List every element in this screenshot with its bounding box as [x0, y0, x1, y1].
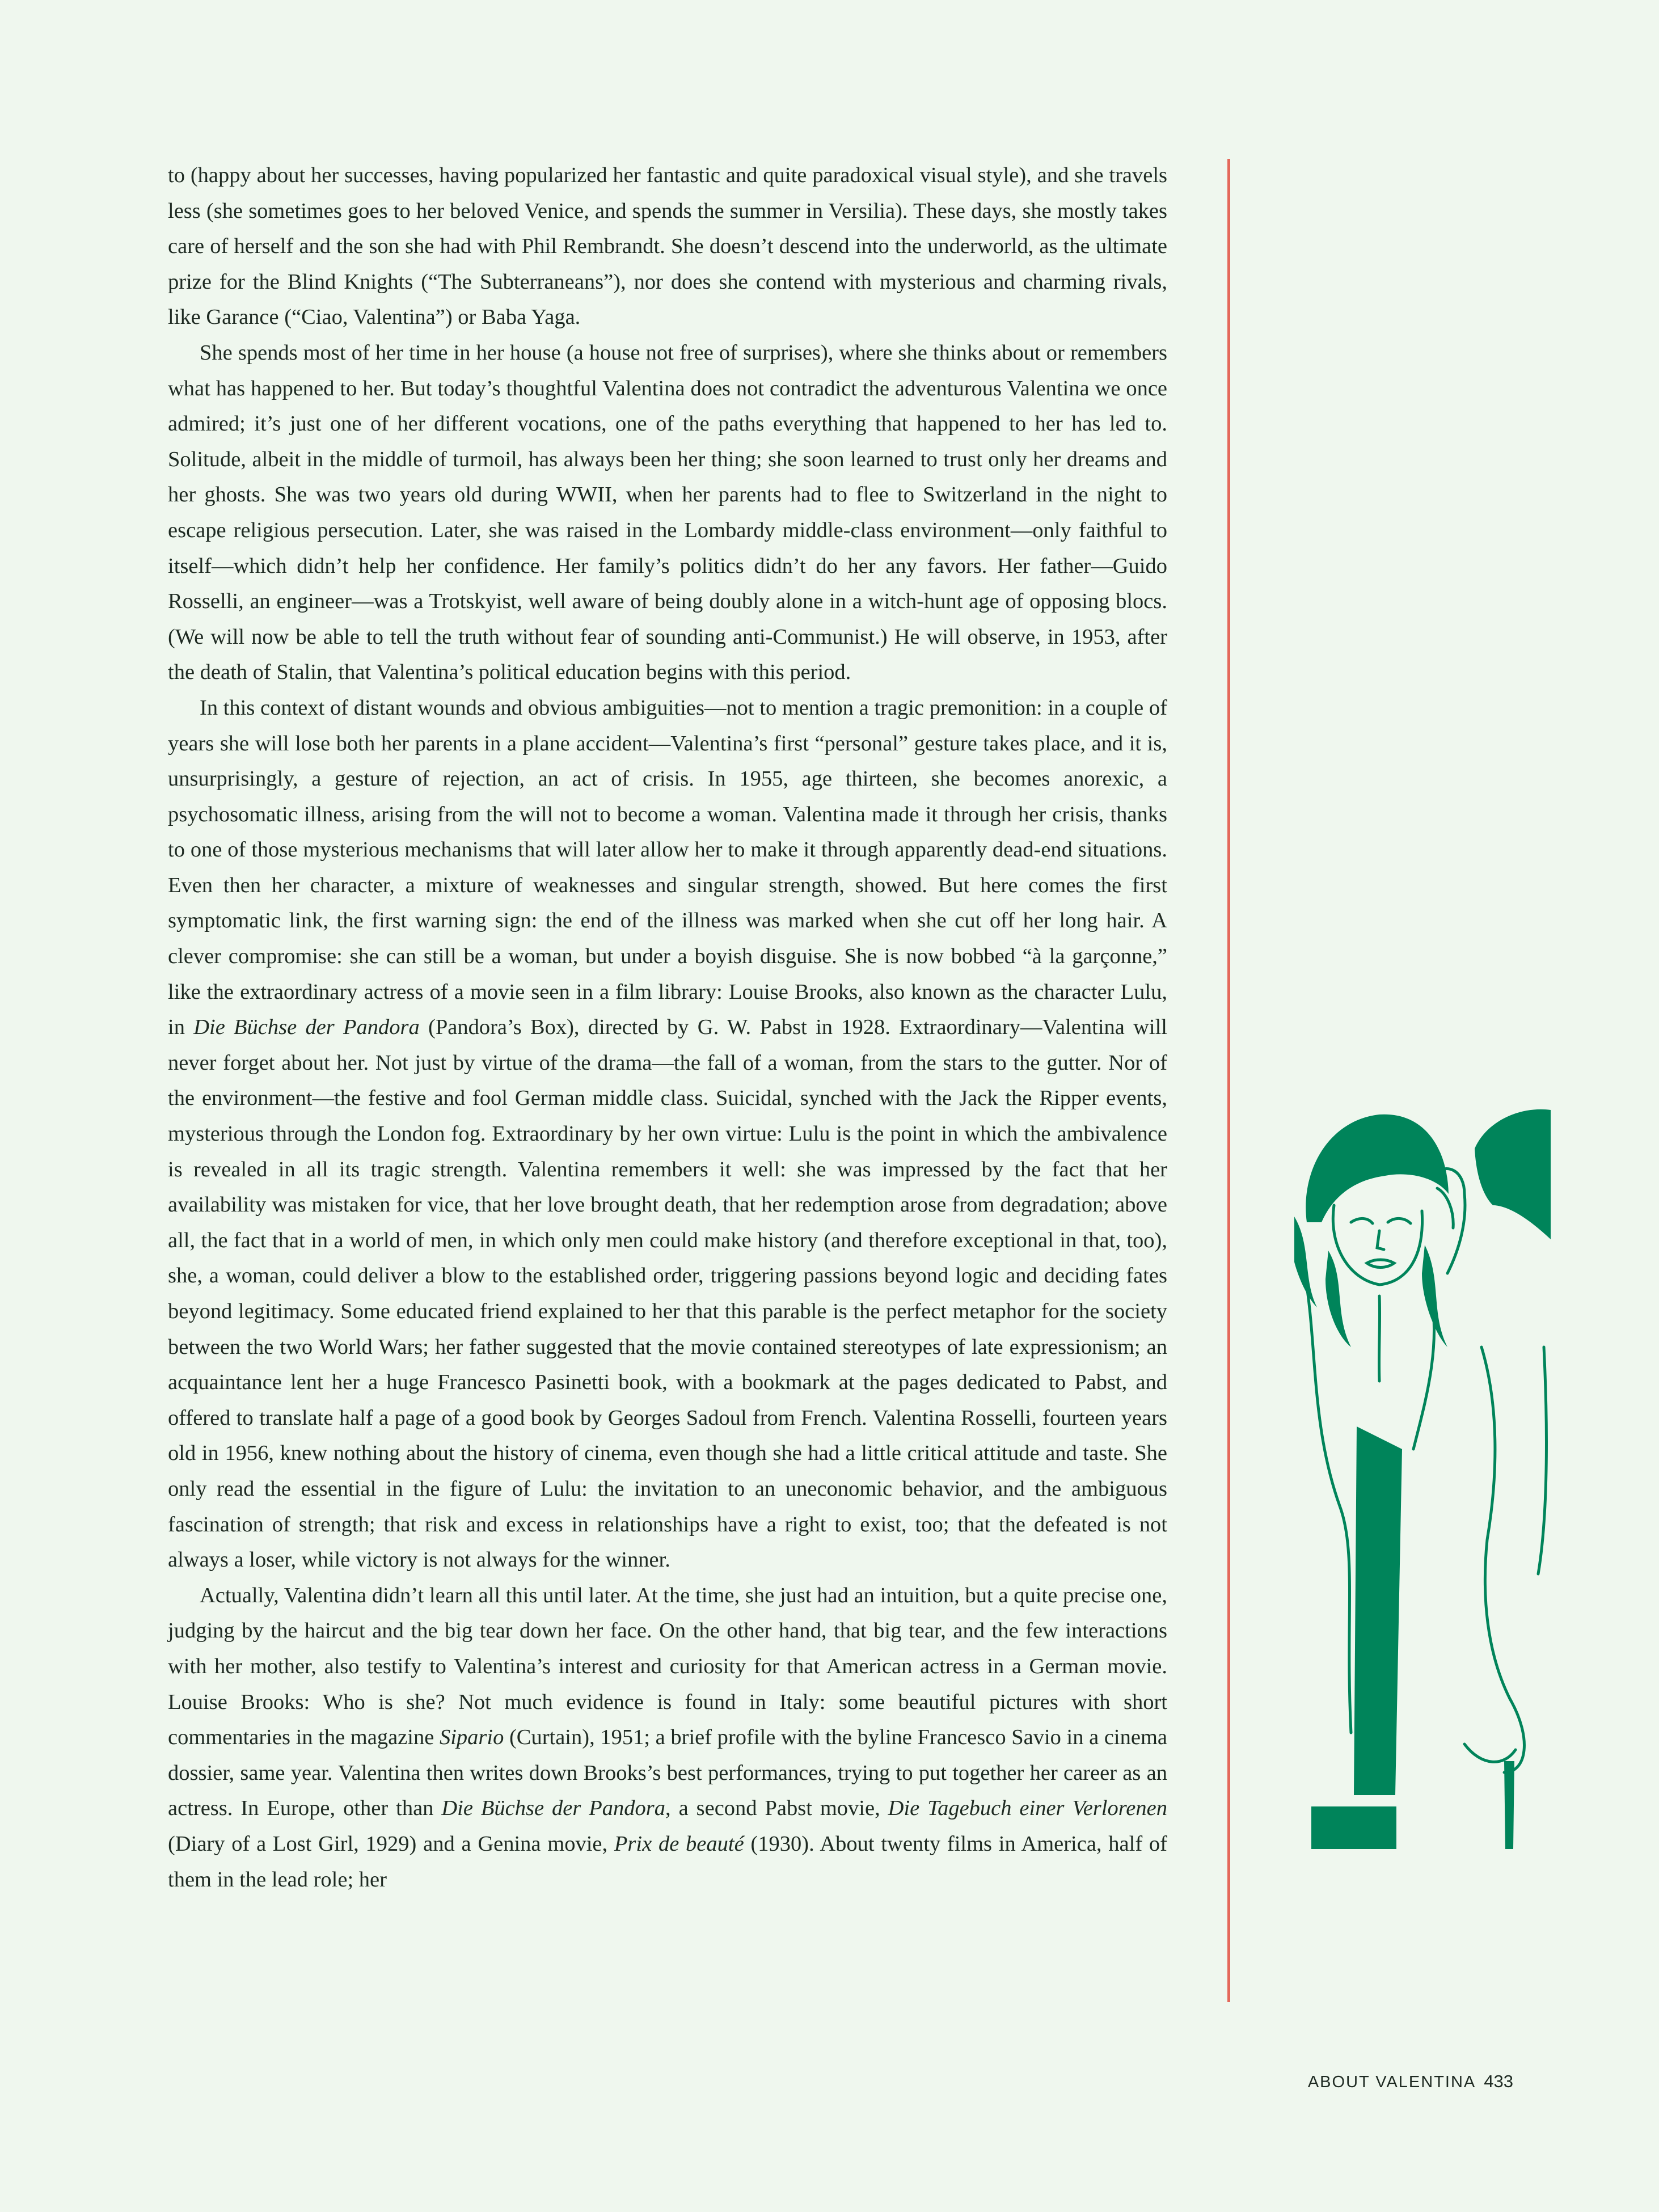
film-title-prix-de-beaute: Prix de beauté: [614, 1831, 744, 1856]
running-section-title: ABOUT VALENTINA: [1307, 2073, 1476, 2091]
paragraph-4-part-b: (Curtain), 1951; a brief profile with the byline Francesco Savio in a cinema dossier, same year. Valentina then writes down Brooks’s best performances, trying to put together her career as an actress. In Europe, other than: [168, 1725, 1167, 1821]
paragraph-4-part-e: (1930). About twenty films in America, half of them in the lead role; her: [168, 1831, 1167, 1892]
page-number: 433: [1484, 2071, 1513, 2091]
film-title-tagebuch: Die Tagebuch einer Verlorenen: [888, 1796, 1167, 1821]
magazine-title-sipario: Sipario: [439, 1725, 504, 1750]
article-body: [168, 158, 1167, 1897]
paragraph-3-part-a: In this context of distant wounds and obvious ambiguities—not to mention a tragic premonition: in a couple of years she will lose both her parents in a plane accident—Valentina’s first “personal” gesture takes place, and it is, unsurprisingly, a gesture of rejection, an act of crisis. In 1955, age thirteen, she becomes anorexic, a psychosomatic illness, arising from the will not to become a woman. Valentina made it through her crisis, thanks to one of those mysterious mechanisms that will later allow her to make it through apparently dead-end situations. Even then her character, a mixture of weaknesses and singular strength, showed. But here comes the first symptomatic link, the first warning sign: the end of the illness was marked when she cut off her long hair. A clever compromise: she can still be a woman, but under a boyish disguise. She is now bobbed “à la garçonne,” like the extraordinary actress of a movie seen in a film library: Louise Brooks, also known as the character Lulu, in: [168, 695, 1167, 1040]
valentina-drawing: [1294, 1109, 1551, 1849]
paragraph-4-part-a: Actually, Valentina didn’t learn all this until later. At the time, she just had an intuition, but a quite precise one, judging by the haircut and the big tear down her face. On the other hand, that big tear, and the few interactions with her mother, also testify to Valentina’s interest and curiosity for that American actress in a German movie. Louise Brooks: Who is she? Not much evidence is found in Italy: some beautiful pictures with short commentaries in the magazine: [168, 1583, 1167, 1750]
paragraph-2: She spends most of her time in her house (a house not free of surprises), where she thinks about or remembers what has happened to her. But today’s thoughtful Valentina does not contradict the adventurous Valentina we once admired; it’s just one of her different vocations, one of the paths everything that happened to her has led to. Solitude, albeit in the middle of turmoil, has always been her thing; she soon learned to trust only her dreams and her ghosts. She was two years old during WWII, when her parents had to flee to Switzerland in the night to escape religious persecution. Later, she was raised in the Lombardy middle-class environment—only faithful to itself—which didn’t help her confidence. Her family’s politics didn’t do her any favors. Her father—Guido Rosselli, an engineer—was a Trotskyist, well aware of being doubly alone in a witch-hunt age of opposing blocs. (We will now be able to tell the truth without fear of sounding anti-Communist.) He will observe, in 1953, after the death of Stalin, that Valentina’s political education begins with this period.: [168, 340, 1167, 685]
paragraph-4-part-c: , a second Pabst movie,: [665, 1796, 888, 1821]
margin-rule: [1227, 159, 1230, 2002]
film-title-pandora-2: Die Büchse der Pandora: [441, 1796, 666, 1821]
paragraph-3: [168, 690, 1167, 1578]
film-title-pandora: Die Büchse der Pandora: [193, 1015, 420, 1040]
page-footer: [1308, 2071, 1513, 2092]
paragraph-4: [168, 1578, 1167, 1897]
valentina-illustration: [1294, 1109, 1551, 1849]
paragraph-1: to (happy about her successes, having popularized her fantastic and quite paradoxical visual style), and she travels less (she sometimes goes to her beloved Venice, and spends the summer in Versilia). These days, she mostly takes care of herself and the son she had with Phil Rembrandt. She doesn’t descend into the underworld, as the ultimate prize for the Blind Knights (“The Subterraneans”), nor does she contend with mysterious and charming rivals, like Garance (“Ciao, Valentina”) or Baba Yaga.: [168, 163, 1167, 330]
paragraph-3-part-b: (Pandora’s Box), directed by G. W. Pabst in 1928. Extraordinary—Valentina will never forget about her. Not just by virtue of the drama—the fall of a woman, from the stars to the gutter. Nor of the environment—the festive and fool German middle class. Suicidal, synched with the Jack the Ripper events, mysterious through the London fog. Extraordinary by her own virtue: Lulu is the point in which the ambivalence is revealed in all its tragic strength. Valentina remembers it well: she was impressed by the fact that her availability was mistaken for vice, that her love brought death, that her redemption arose from degradation; above all, the fact that in a world of men, in which only men could make history (and therefore exceptional in that, too), she, a woman, could deliver a blow to the established order, triggering passions beyond logic and deciding fates beyond legitimacy. Some educated friend explained to her that this parable is the perfect metaphor for the society between the two World Wars; her father suggested that the movie contained stereotypes of late expressionism; an acquaintance lent her a huge Francesco Pasinetti book, with a bookmark at the pages dedicated to Pabst, and offered to translate half a page of a good book by Georges Sadoul from French. Valentina Rosselli, fourteen years old in 1956, knew nothing about the history of cinema, even though she had a little critical attitude and taste. She only read the essential in the figure of Lulu: the invitation to an uneconomic behavior, and the ambiguous fascination of strength; that risk and excess in relationships have a right to exist, too; that the defeated is not always a loser, while victory is not always for the winner.: [168, 1015, 1167, 1572]
paragraph-4-part-d: (Diary of a Lost Girl, 1929) and a Genina movie,: [168, 1831, 614, 1856]
